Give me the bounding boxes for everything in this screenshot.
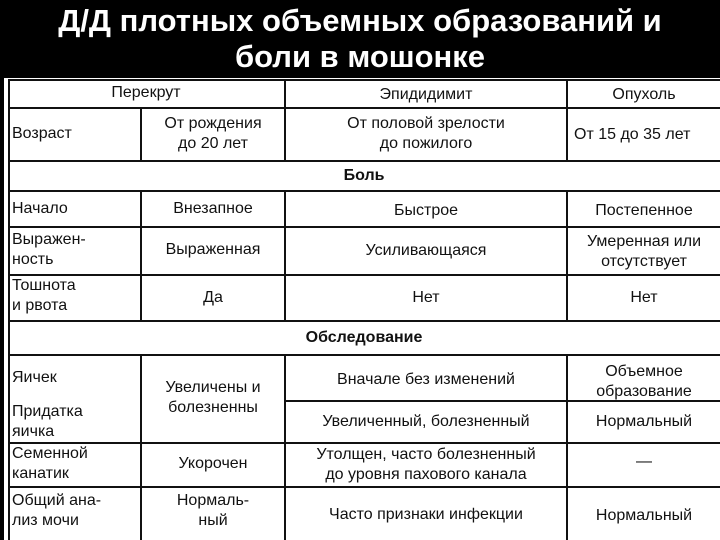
- section-exam: Обследование: [305, 329, 423, 346]
- cell-cord-tumor: —: [636, 453, 652, 470]
- rule-epididymis: [8, 442, 720, 444]
- cell-age-torsion: От рождения до 20 лет: [164, 115, 262, 152]
- slide-title-line-1: Д/Д плотных объемных образований и: [58, 3, 662, 38]
- cell-cord-torsion: Укорочен: [178, 455, 248, 472]
- cell-severity-epididymitis: Усиливающаяся: [365, 242, 487, 259]
- cell-nausea-torsion: Да: [203, 289, 223, 306]
- row-label-onset: Начало: [12, 200, 68, 217]
- row-label-age: Возраст: [12, 125, 72, 142]
- row-label-cord: Семенной канатик: [12, 445, 88, 482]
- slide-title-line-2: боли в мошонке: [234, 39, 486, 74]
- cell-testis-epididymitis: Вначале без изменений: [337, 371, 515, 388]
- rule-severity: [8, 274, 720, 276]
- rule-top: [8, 79, 720, 81]
- comparison-table: [4, 78, 720, 540]
- cell-urine-torsion: Нормаль- ный: [176, 492, 250, 529]
- cell-onset-tumor: Постепенное: [595, 202, 693, 219]
- rule-header: [8, 107, 720, 109]
- row-label-severity: Выражен- ность: [12, 231, 86, 268]
- row-label-testis: Яичек: [12, 369, 57, 386]
- header-epididymitis: Эпидидимит: [379, 86, 473, 103]
- cell-urine-tumor: Нормальный: [595, 507, 693, 524]
- cell-testis-torsion: Увеличены и болезненны: [165, 379, 261, 416]
- cell-age-epididymitis: От половой зрелости до пожилого: [347, 115, 505, 152]
- rule-cord: [8, 486, 720, 488]
- rule-exam: [8, 354, 720, 356]
- row-label-urine: Общий ана- лиз мочи: [12, 492, 102, 529]
- cell-severity-torsion: Выраженная: [165, 241, 261, 258]
- header-tumor: Опухоль: [612, 86, 676, 103]
- row-label-epididymis: Придатка яичка: [12, 403, 83, 440]
- rule-pain: [8, 190, 720, 192]
- cell-nausea-tumor: Нет: [630, 289, 658, 306]
- cell-cord-epididymitis: Утолщен, часто болезненный до уровня пахового канала: [316, 446, 536, 483]
- cell-epididymis-tumor: Нормальный: [595, 413, 693, 430]
- cell-epididymis-epididymitis: Увеличенный, болезненный: [322, 413, 530, 430]
- rule-left: [8, 79, 10, 540]
- header-torsion: Перекрут: [111, 84, 181, 101]
- rule-nausea: [8, 320, 720, 322]
- section-pain: Боль: [343, 167, 385, 184]
- row-label-nausea: Тошнота и рвота: [12, 277, 76, 314]
- cell-nausea-epididymitis: Нет: [412, 289, 440, 306]
- cell-urine-epididymitis: Часто признаки инфекции: [329, 506, 523, 523]
- cell-testis-tumor: Объемное образование: [596, 363, 692, 400]
- cell-age-tumor: От 15 до 35 лет: [574, 126, 691, 143]
- cell-severity-tumor: Умеренная или отсутствует: [586, 233, 702, 270]
- cell-onset-torsion: Внезапное: [173, 200, 253, 217]
- rule-age: [8, 160, 720, 162]
- cell-onset-epididymitis: Быстрое: [393, 202, 459, 219]
- slide-title: [0, 0, 720, 81]
- rule-onset: [8, 226, 720, 228]
